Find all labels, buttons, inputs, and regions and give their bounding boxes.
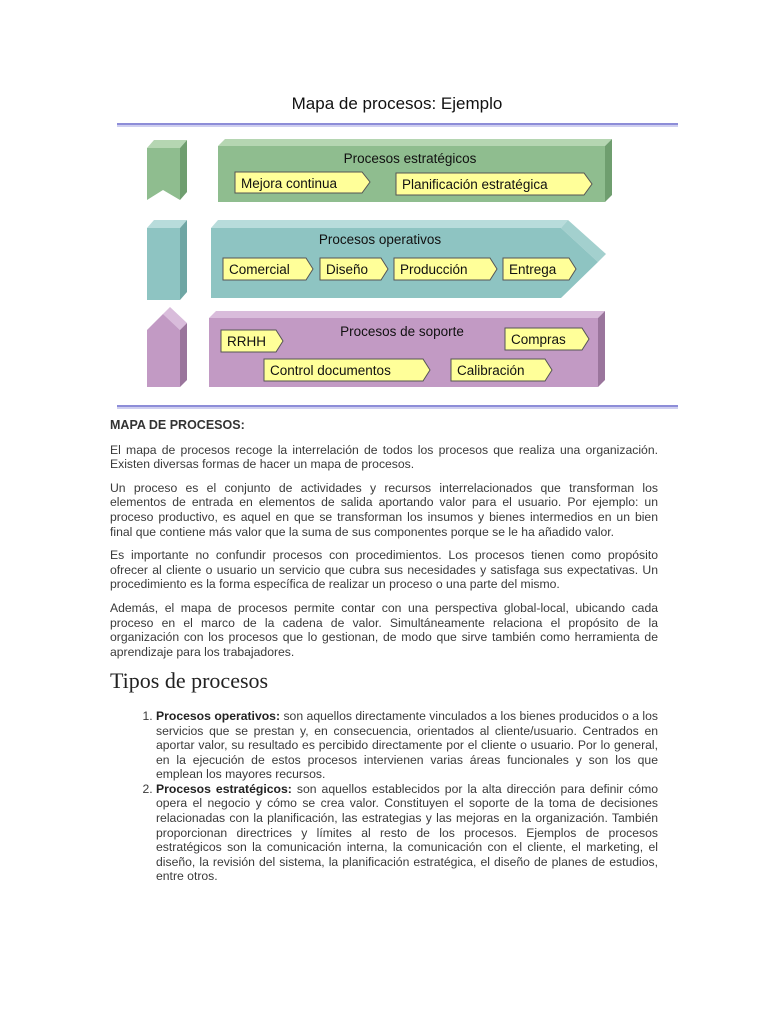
list-item [156, 782, 658, 884]
paragraph: Un proceso es el conjunto de actividades y recursos interrelacionados que transforman los elementos de entrada en elementos de salida aportando valor para el usuario. Por ejemplo: un proceso productivo, es aquel en que se transforman los insumos y bienes intermedios en un bien final que contiene más valor que la suma de sus componentes porque se le ha añadido valor. [110, 480, 658, 539]
process-map-diagram [0, 0, 768, 412]
top-rule [117, 123, 678, 125]
paragraph: Además, el mapa de procesos permite contar con una perspectiva global-local, ubicando cada proceso en el marco de la cadena de valor. Simultáneamente relaciona el propósito de la organización con los procesos que lo gestionan, de modo que sirve también como herramienta de aprendizaje para los trabajadores. [110, 600, 658, 659]
tag-label: Mejora continua [241, 176, 338, 191]
section-title: MAPA DE PROCESOS: [110, 418, 245, 432]
list-item-text: son aquellos establecidos por la alta dirección para definir cómo opera el negocio y cómo se crea valor. Constituyen el soporte de la toma de decisiones relacionadas con la planificación, las estrategias y las mejoras en la organización. También proporcionan directrices y límites al resto de los procesos. Ejemplos de procesos estratégicos son la comunicación interna, la comunicación con el cliente, el marketing, el diseño, la revisión del sistema, la planificación estratégica, el diseño de planes de estudios, entre otros. [156, 781, 659, 884]
tag-label: Producción [400, 262, 468, 277]
support-marker [147, 307, 187, 387]
tag-label: Planificación estratégica [402, 177, 548, 192]
article-body [110, 418, 658, 884]
tag-label: Comercial [229, 262, 290, 277]
tag-label: RRHH [227, 334, 266, 349]
process-types-list [110, 709, 658, 884]
support-band [209, 311, 605, 387]
strategic-band [218, 139, 612, 202]
operative-title: Procesos operativos [318, 232, 442, 247]
heading-tipos-de-procesos: Tipos de procesos [110, 668, 269, 694]
paragraph: Es importante no confundir procesos con procedimientos. Los procesos tienen como propósito ofrecer al cliente o usuario un servicio que cubra sus necesidades y satisfaga sus expectativas. Un procedimiento es la forma específica de realizar un proceso o una parte del mismo. [110, 548, 658, 592]
list-item-text: son aquellos directamente vinculados a los bienes producidos o a los servicios que se prestan y, en consecuencia, orientados al cliente/usuario. Centrados en aportar valor, su resultado es percibido directamente por el cliente o usuario. Por lo general, en la ejecución de estos procesos intervienen varias áreas funcionales y son los que emplean los mayores recursos. [156, 708, 658, 782]
list-item [156, 709, 658, 782]
strategic-marker [147, 140, 187, 200]
operative-band [211, 220, 606, 298]
operative-marker [147, 220, 187, 300]
paragraph: El mapa de procesos recoge la interrelación de todos los procesos que realiza una organización. Existen diversas formas de hacer un mapa de procesos. [110, 442, 658, 472]
tag-label: Diseño [326, 262, 369, 277]
tag-label: Control documentos [270, 363, 391, 378]
strategic-title: Procesos estratégicos [343, 151, 477, 166]
tag-label: Compras [511, 332, 566, 347]
bottom-rule [117, 405, 678, 407]
list-item-term: Procesos estratégicos: [156, 781, 292, 796]
top-rule-shadow [117, 125, 678, 127]
list-item-term: Procesos operativos: [156, 708, 281, 723]
diagram-title: Mapa de procesos: Ejemplo [291, 94, 503, 113]
tag-label: Entrega [509, 262, 557, 277]
bottom-rule-shadow [117, 407, 678, 409]
tag-label: Calibración [457, 363, 525, 378]
support-title: Procesos de soporte [340, 324, 464, 339]
